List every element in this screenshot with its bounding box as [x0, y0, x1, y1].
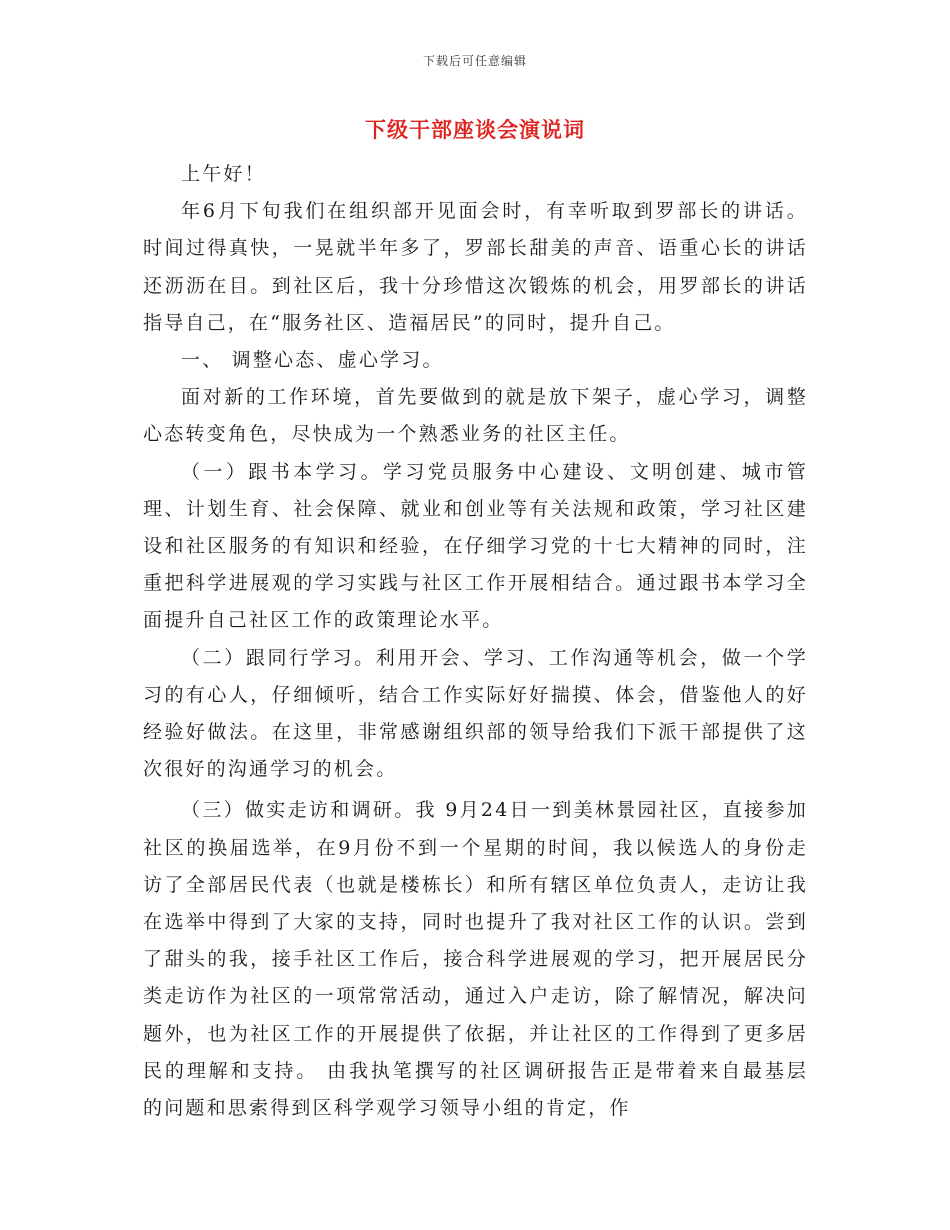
- paragraph: 年6月下旬我们在组织部开见面会时，有幸听取到罗部长的讲话。时间过得真快，一晃就半年多了，罗部长甜美的声音、语重心长的讲话还沥沥在目。到社区后，我十分珍惜这次锻炼的机会，用罗部长的讲话指导自己，在“服务社区、造福居民”的同时，提升自己。: [143, 200, 808, 334]
- paragraph: （一）跟书本学习。学习党员服务中心建设、文明创建、城市管理、计划生育、社会保障、就业和创业等有关法规和政策，学习社区建设和社区服务的有知识和经验，在仔细学习党的十七大精神的同时，注重把科学进展观的学习实践与社区工作开展相结合。通过跟书本学习全面提升自己社区工作的政策理论水平。: [143, 460, 808, 632]
- paragraph: （二）跟同行学习。利用开会、学习、工作沟通等机会，做一个学习的有心人，仔细倾听，结合工作实际好好揣摸、体会，借鉴他人的好经验好做法。在这里，非常感谢组织部的领导给我们下派干部提供了这次很好的沟通学习的机会。: [143, 646, 808, 781]
- section-heading: 一、 调整心态、虚心学习。: [181, 349, 444, 372]
- paragraph: （三）做实走访和调研。我 9月24日一到美林景园社区，直接参加社区的换届选举，在9月份不到一个星期的时间，我以候选人的身份走访了全部居民代表（也就是楼栋长）和所有辖区单位负责人，走访让我在选举中得到了大家的支持，同时也提升了我对社区工作的认识。尝到了甜头的我，接手社区工作后，接合科学进展观的学习，把开展居民分类走访作为社区的一项常常活动，通过入户走访，除了解情况，解决问题外，也为社区工作的开展提供了依据，并让社区的工作得到了更多居民的理解和支持。 由我执笔撰写的社区调研报告正是带着来自最基层的问题和思索得到区科学观学习领导小组的肯定，作: [143, 799, 808, 1120]
- document-body: [143, 156, 808, 1127]
- paragraph-greeting: 上午好！: [181, 163, 266, 185]
- paragraph: 面对新的工作环境，首先要做到的就是放下架子，虚心学习，调整心态转变角色，尽快成为一个熟悉业务的社区主任。: [143, 386, 808, 446]
- page-header: 下载后可任意编辑: [422, 54, 527, 68]
- document-title: 下级干部座谈会演说词: [365, 117, 585, 142]
